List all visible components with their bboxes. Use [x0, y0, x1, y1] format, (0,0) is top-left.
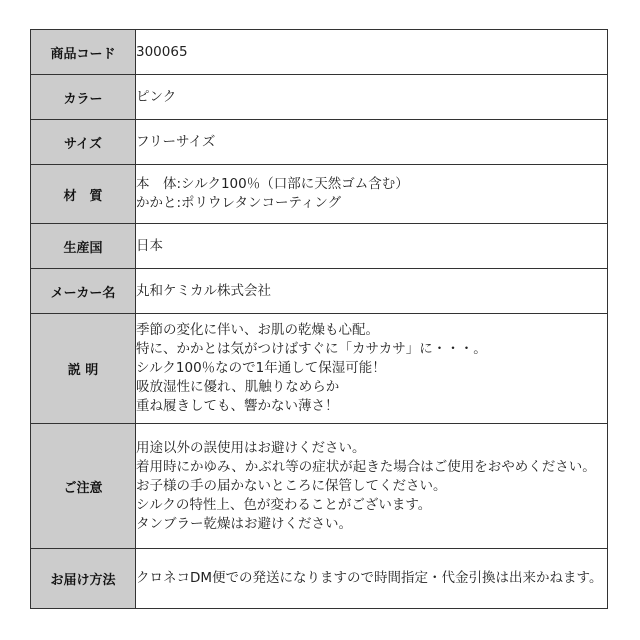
value-line: かかと:ポリウレタンコーティング	[136, 195, 342, 211]
row-delivery-method	[31, 549, 608, 609]
value-country-of-origin	[136, 224, 608, 269]
label-product-code: 商品コード	[31, 30, 136, 75]
value-product-code	[136, 30, 608, 75]
row-description	[31, 314, 608, 424]
label-size: サイズ	[31, 120, 136, 165]
value-color	[136, 75, 608, 120]
value-line: 吸放湿性に優れ、肌触りなめらか	[136, 379, 340, 395]
product-spec-table	[30, 29, 608, 609]
label-material: 材 質	[31, 165, 136, 224]
value-line: 着用時にかゆみ、かぶれ等の症状が起きた場合はご使用をおやめください。	[136, 458, 596, 475]
value-line: 用途以外の誤使用はお避けください。	[136, 439, 366, 456]
label-manufacturer: メーカー名	[31, 269, 136, 314]
value-line: シルクの特性上、色が変わることがございます。	[136, 496, 432, 513]
value-line: フリーサイズ	[136, 133, 216, 150]
value-description	[136, 314, 608, 424]
value-caution	[136, 424, 608, 549]
row-color	[31, 75, 608, 120]
label-delivery-method: お届け方法	[31, 549, 136, 609]
row-manufacturer	[31, 269, 608, 314]
value-line: 特に、かかとは気がつけばすぐに「カサカサ」に・・・。	[136, 341, 487, 357]
row-caution	[31, 424, 608, 549]
label-country-of-origin: 生産国	[31, 224, 136, 269]
value-line: 季節の変化に伴い、お肌の乾燥も心配。	[136, 322, 379, 338]
value-line: タンブラー乾燥はお避けください。	[136, 515, 352, 532]
label-color: カラー	[31, 75, 136, 120]
value-size	[136, 120, 608, 165]
value-line: クロネコDM便での発送になりますので時間指定・代金引換は出来かねます。	[136, 570, 603, 586]
label-caution: ご注意	[31, 424, 136, 549]
value-line: シルク100％なので1年通して保湿可能！	[136, 360, 386, 376]
value-line: 丸和ケミカル株式会社	[136, 282, 271, 299]
value-line: 重ね履きしても、響かない薄さ！	[136, 398, 339, 414]
value-manufacturer	[136, 269, 608, 314]
value-material	[136, 165, 608, 224]
label-description: 説 明	[31, 314, 136, 424]
value-delivery-method	[136, 549, 608, 609]
row-country-of-origin	[31, 224, 608, 269]
value-line: 本 体:シルク100％（口部に天然ゴム含む）	[136, 176, 409, 192]
value-line: 日本	[136, 237, 163, 254]
value-line: ピンク	[136, 88, 177, 105]
row-product-code	[31, 30, 608, 75]
row-material	[31, 165, 608, 224]
value-line: 300065	[136, 43, 188, 60]
row-size	[31, 120, 608, 165]
value-line: お子様の手の届かないところに保管してください。	[136, 477, 447, 494]
